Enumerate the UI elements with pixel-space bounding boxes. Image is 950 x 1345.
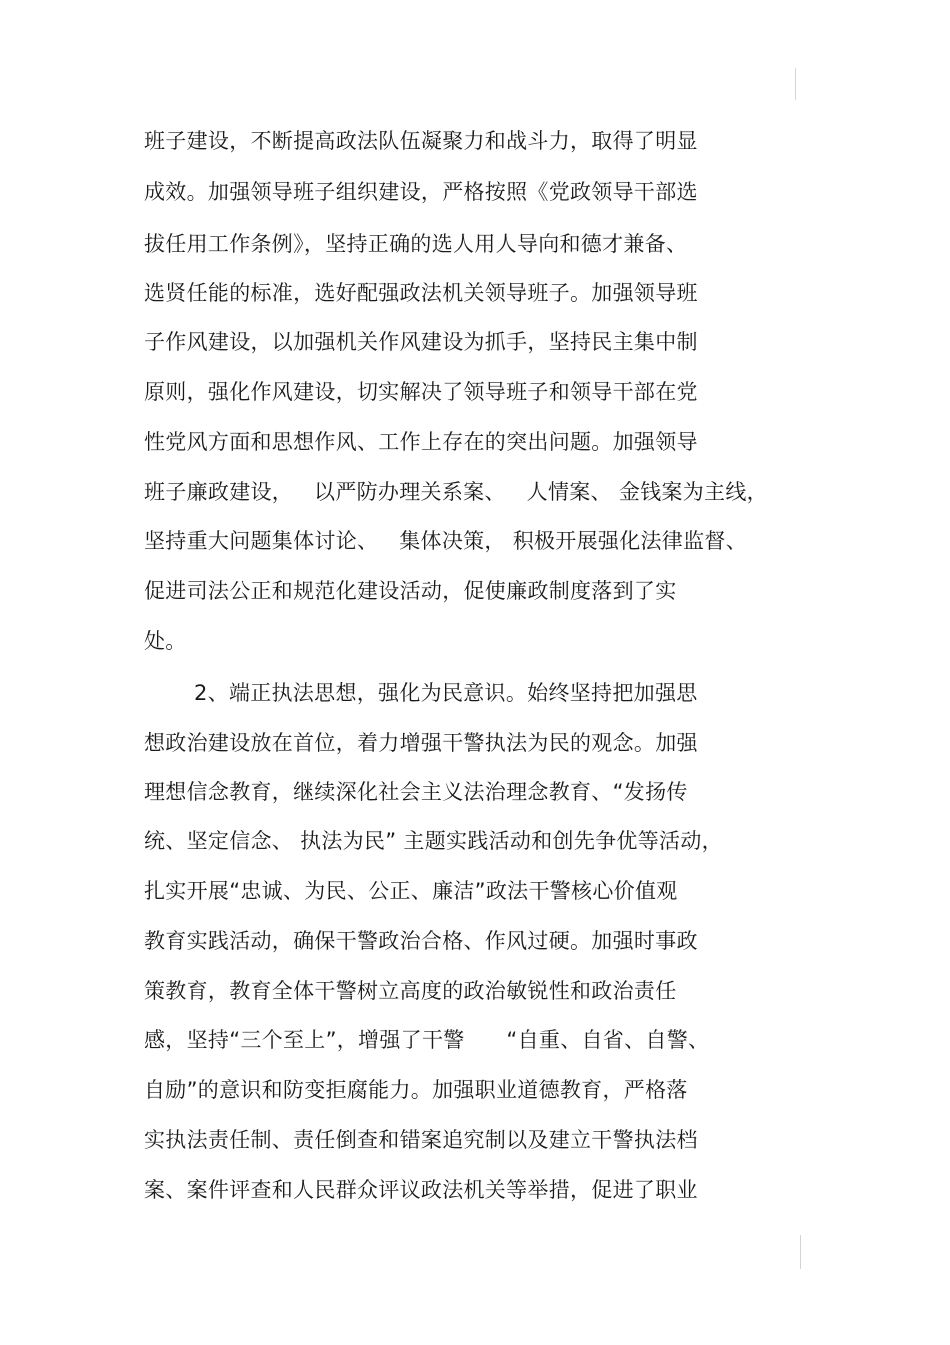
text-line: 成效。加强领导班子组织建设，严格按照《党政领导干部选 (144, 180, 698, 204)
text-line: 想政治建设放在首位，着力增强干警执法为民的观念。加强 (144, 731, 698, 755)
text-line: 理想信念教育，继续深化社会主义法治理念教育、“发扬传 (144, 780, 688, 804)
page-edge-mark-bottom (800, 1235, 801, 1269)
text-line: 案、案件评查和人民群众评议政法机关等举措，促进了职业 (144, 1178, 698, 1202)
text-line: 选贤任能的标准，选好配强政法机关领导班子。加强领导班 (144, 281, 698, 305)
text-line: 自励”的意识和防变拒腐能力。加强职业道德教育，严格落 (144, 1078, 688, 1102)
text-line: 班子建设，不断提高政法队伍凝聚力和战斗力，取得了明显 (144, 129, 698, 153)
paragraph-first-line: 2、端正执法思想，强化为民意识。始终坚持把加强思 (194, 681, 698, 705)
text-line: 扎实开展“忠诚、为民、公正、廉洁”政法干警核心价值观 (144, 879, 678, 903)
page-edge-mark-top (795, 68, 796, 100)
text-line: 班子廉政建设， 以严防办理关系案、 人情案、 金钱案为主线， (144, 480, 768, 504)
text-line: 处。 (144, 629, 187, 653)
text-line: 实执法责任制、责任倒查和错案追究制以及建立干警执法档 (144, 1128, 698, 1152)
text-line: 性党风方面和思想作风、工作上存在的突出问题。加强领导 (144, 430, 698, 454)
text-line: 坚持重大问题集体讨论、 集体决策， 积极开展强化法律监督、 (144, 529, 747, 553)
text-line: 拔任用工作条例》，坚持正确的选人用人导向和德才兼备、 (144, 232, 688, 256)
text-line: 促进司法公正和规范化建设活动，促使廉政制度落到了实 (144, 579, 677, 603)
text-line: 教育实践活动，确保干警政治合格、作风过硬。加强时事政 (144, 929, 698, 953)
text-line: 子作风建设，以加强机关作风建设为抓手，坚持民主集中制 (144, 330, 698, 354)
text-line: 统、坚定信念、 执法为民” 主题实践活动和创先争优等活动， (144, 829, 723, 853)
text-line: 策教育，教育全体干警树立高度的政治敏锐性和政治责任 (144, 979, 677, 1003)
text-line: 感，坚持“三个至上”，增强了干警 “自重、自省、自警、 (144, 1028, 710, 1052)
text-line: 原则，强化作风建设，切实解决了领导班子和领导干部在党 (144, 380, 698, 404)
